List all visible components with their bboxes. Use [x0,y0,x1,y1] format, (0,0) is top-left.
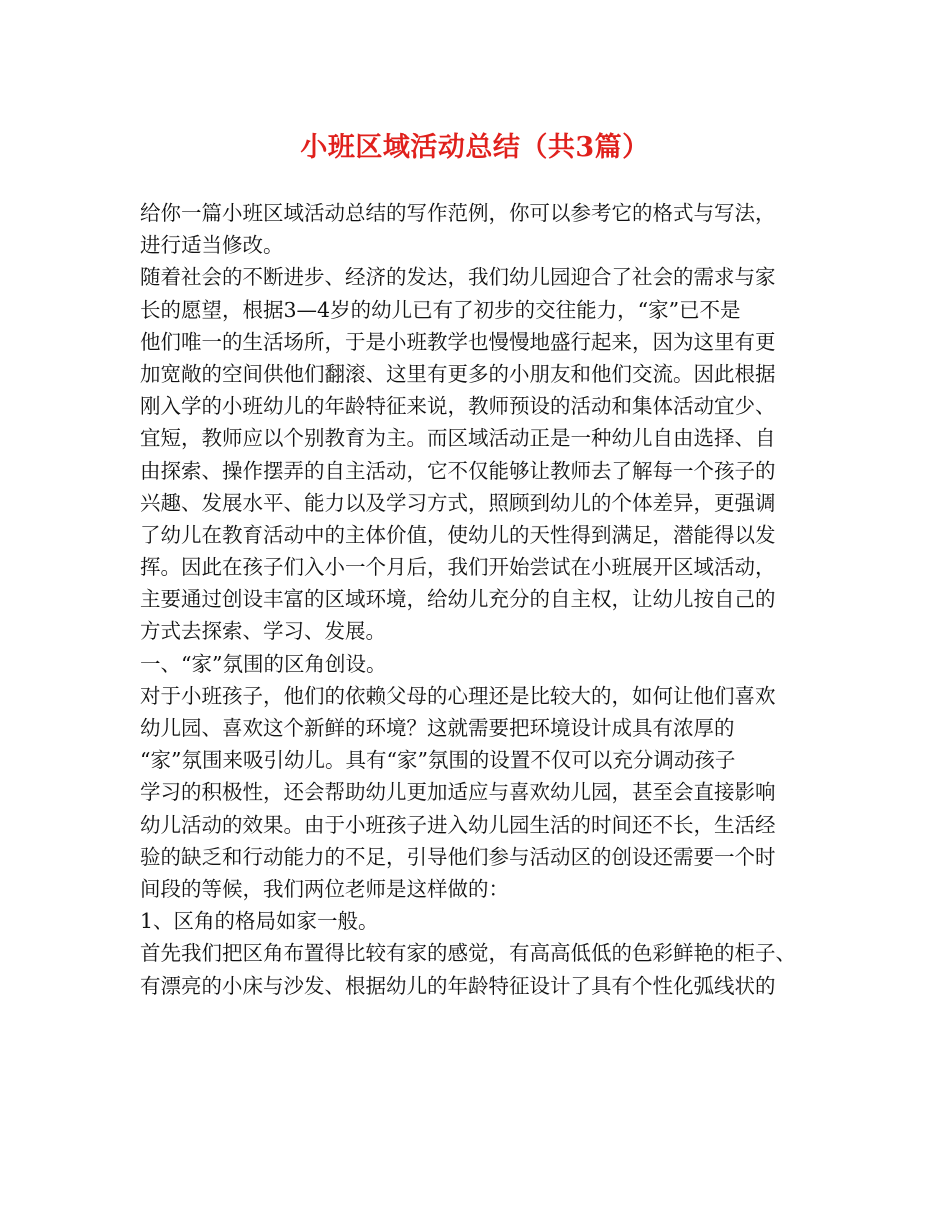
body-line: 挥。因此在孩子们入小一个月后，我们开始尝试在小班展开区域活动， [140,555,776,580]
body-line: 验的缺乏和行动能力的不足，引导他们参与活动区的创设还需要一个时 [140,844,776,869]
body-line: 兴趣、发展水平、能力以及学习方式，照顾到幼儿的个体差异，更强调 [140,490,776,515]
body-line: 主要通过创设丰富的区域环境，给幼儿充分的自主权，让幼儿按自己的 [140,587,776,612]
body-line: 间段的等候，我们两位老师是这样做的： [140,876,509,901]
body-line: 刚入学的小班幼儿的年龄特征来说，教师预设的活动和集体活动宜少、 [140,394,776,419]
body-line: 进行适当修改。 [140,233,284,258]
body-line: 长的愿望，根据3—4岁的幼儿已有了初步的交往能力，“家”已不是 [140,297,741,322]
body-line: 加宽敞的空间供他们翻滚、这里有更多的小朋友和他们交流。因此根据 [140,361,776,386]
document-body [140,197,830,1002]
body-line: 随着社会的不断进步、经济的发达，我们幼儿园迎合了社会的需求与家 [140,265,776,290]
body-line: 方式去探索、学习、发展。 [140,619,386,644]
body-line: “家”氛围来吸引幼儿。具有“家”氛围的设置不仅可以充分调动孩子 [140,748,736,773]
body-line: 给你一篇小班区域活动总结的写作范例，你可以参考它的格式与写法， [140,201,776,225]
body-line: 有漂亮的小床与沙发、根据幼儿的年龄特征设计了具有个性化弧线状的 [140,973,776,998]
body-line: 学习的积极性，还会帮助幼儿更加适应与喜欢幼儿园，甚至会直接影响 [140,780,776,805]
body-line: 了幼儿在教育活动中的主体价值，使幼儿的天性得到满足，潜能得以发 [140,522,776,547]
body-line: 由探索、操作摆弄的自主活动，它不仅能够让教师去了解每一个孩子的 [140,458,776,483]
subsection-heading: 1、区角的格局如家一般。 [140,909,379,934]
section-heading: 一、“家”氛围的区角创设。 [140,651,387,676]
body-line: 他们唯一的生活场所，于是小班教学也慢慢地盛行起来，因为这里有更 [140,329,776,354]
document-title: 小班区域活动总结（共3篇） [300,132,650,163]
body-line: 宜短，教师应以个别教育为主。而区域活动正是一种幼儿自由选择、自 [140,426,776,451]
body-line: 幼儿活动的效果。由于小班孩子进入幼儿园生活的时间还不长，生活经 [140,812,776,837]
body-line: 对于小班孩子，他们的依赖父母的心理还是比较大的，如何让他们喜欢 [140,683,776,708]
body-line: 首先我们把区角布置得比较有家的感觉，有高高低低的色彩鲜艳的柜子、 [140,941,796,966]
body-line: 幼儿园、喜欢这个新鲜的环境？这就需要把环境设计成具有浓厚的 [140,716,735,740]
